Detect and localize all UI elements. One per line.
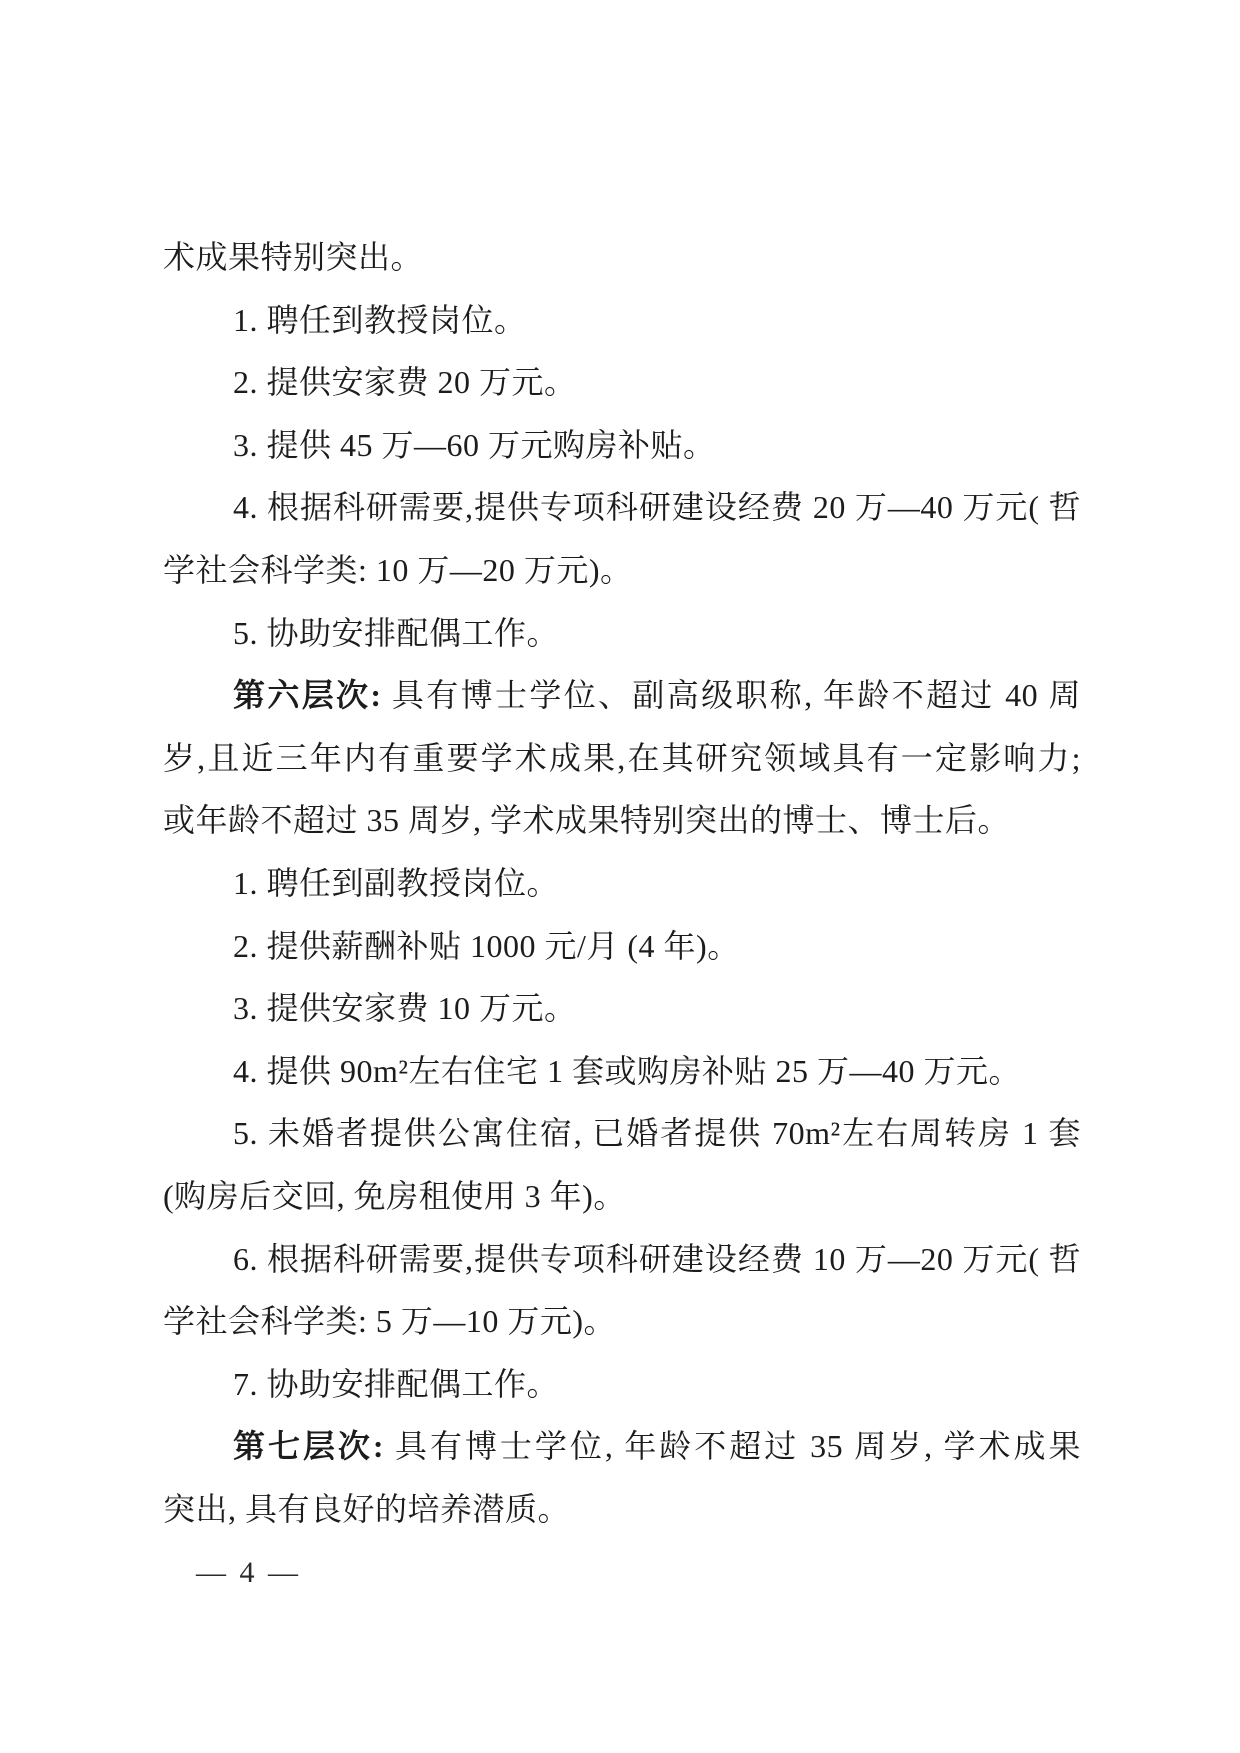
text-line: 第七层次: 具有博士学位, 年龄不超过 35 周岁, 学术成果 [233, 1428, 1081, 1465]
text-line: 岁,且近三年内有重要学术成果,在其研究领域具有一定影响力; [163, 739, 1081, 776]
text-line: 3. 提供 45 万—60 万元购房补贴。 [233, 426, 716, 463]
text-line: 3. 提供安家费 10 万元。 [233, 990, 577, 1027]
document-body [163, 226, 1081, 1540]
text-line: 1. 聘任到教授岗位。 [233, 301, 527, 338]
text-line: 学社会科学类: 5 万—10 万元)。 [163, 1303, 617, 1340]
text-line: 5. 协助安排配偶工作。 [233, 614, 560, 651]
text-line: 术成果特别突出。 [163, 239, 424, 275]
text-line: 突出, 具有良好的培养潜质。 [163, 1490, 571, 1527]
text-line: 第六层次: 具有博士学位、副高级职称, 年龄不超过 40 周 [233, 677, 1081, 714]
page-number: — 4 — [196, 1556, 301, 1589]
tier-heading: 第七层次: [233, 1428, 385, 1465]
text-line: 6. 根据科研需要,提供专项科研建设经费 10 万—20 万元( 哲 [233, 1240, 1081, 1277]
text-line: 4. 提供 90m²左右住宅 1 套或购房补贴 25 万—40 万元。 [233, 1052, 1021, 1089]
text-line: 5. 未婚者提供公寓住宿, 已婚者提供 70m²左右周转房 1 套 [233, 1115, 1081, 1152]
tier-heading: 第六层次: [233, 677, 382, 714]
text-line: 1. 聘任到副教授岗位。 [233, 864, 560, 901]
text-line: 7. 协助安排配偶工作。 [233, 1365, 560, 1402]
text-line: 学社会科学类: 10 万—20 万元)。 [163, 551, 633, 588]
text-line: 或年龄不超过 35 周岁, 学术成果特别突出的博士、博士后。 [163, 802, 1011, 839]
text-line: 2. 提供安家费 20 万元。 [233, 364, 577, 401]
text-line: 4. 根据科研需要,提供专项科研建设经费 20 万—40 万元( 哲 [233, 489, 1081, 526]
text-line: 2. 提供薪酬补贴 1000 元/月 (4 年)。 [233, 927, 740, 964]
text-line: (购房后交回, 免房租使用 3 年)。 [163, 1177, 626, 1214]
